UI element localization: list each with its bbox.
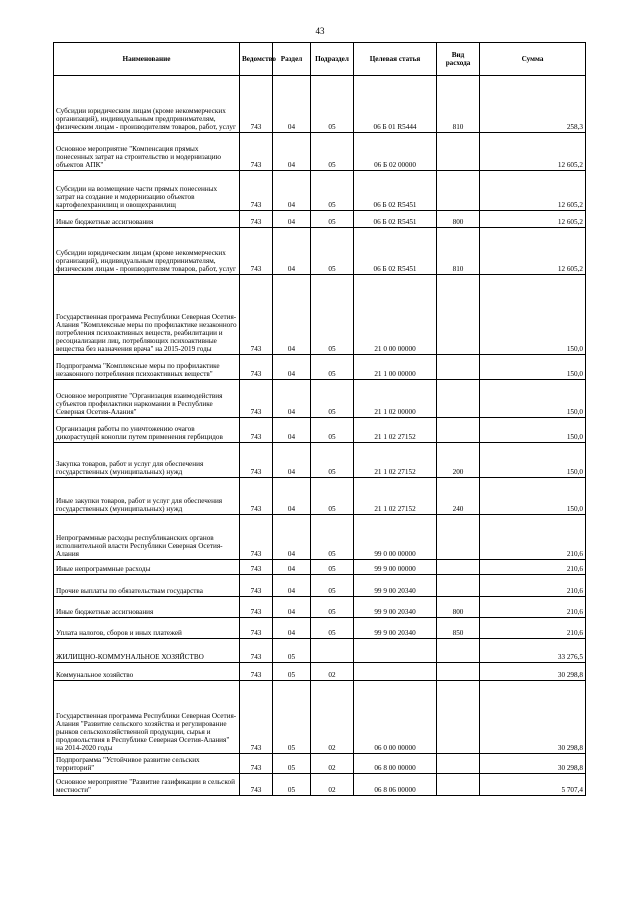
cell-dept: 743	[240, 443, 273, 478]
cell-name: Государственная программа Республики Северная Осетия-Алания "Развитие сельского хозяйства и регулирование рынков сельскохозяйственной продукции, сырья и продовольствия в Республике Северная Осетия-Алания" на 2014-2020 годы	[54, 681, 240, 754]
cell-subsection: 05	[311, 355, 354, 380]
cell-dept: 743	[240, 275, 273, 355]
cell-sum: 258,3	[480, 76, 586, 133]
cell-dept: 743	[240, 681, 273, 754]
cell-section: 04	[273, 76, 311, 133]
cell-exp-type: 810	[437, 76, 480, 133]
cell-name: Основное мероприятие "Компенсация прямых понесенных затрат на строительство и модернизацию объектов АПК"	[54, 133, 240, 171]
cell-exp-type: 810	[437, 228, 480, 275]
cell-dept: 743	[240, 380, 273, 418]
header-name: Наименование	[54, 43, 240, 76]
cell-sum: 150,0	[480, 418, 586, 443]
cell-section: 04	[273, 560, 311, 575]
cell-subsection: 05	[311, 575, 354, 597]
cell-subsection: 05	[311, 560, 354, 575]
cell-exp-type: 200	[437, 443, 480, 478]
cell-sum: 210,6	[480, 618, 586, 639]
cell-target: 99 9 00 20340	[354, 575, 437, 597]
cell-dept: 743	[240, 754, 273, 774]
table-row	[54, 478, 586, 515]
cell-sum: 150,0	[480, 355, 586, 380]
cell-target: 21 0 00 00000	[354, 275, 437, 355]
cell-dept: 743	[240, 171, 273, 211]
cell-section: 04	[273, 380, 311, 418]
cell-exp-type	[437, 380, 480, 418]
cell-name: Иные бюджетные ассигнования	[54, 211, 240, 228]
table-row	[54, 560, 586, 575]
cell-exp-type: 800	[437, 597, 480, 618]
cell-subsection: 05	[311, 418, 354, 443]
cell-target: 99 0 00 00000	[354, 515, 437, 560]
cell-subsection: 05	[311, 443, 354, 478]
cell-target: 06 Б 02 R5451	[354, 211, 437, 228]
table-row	[54, 133, 586, 171]
cell-name: Подпрограмма "Комплексные меры по профилактике незаконного потребления психоактивных веществ"	[54, 355, 240, 380]
cell-subsection: 02	[311, 663, 354, 681]
cell-exp-type	[437, 575, 480, 597]
table-row	[54, 618, 586, 639]
cell-sum: 12 605,2	[480, 133, 586, 171]
cell-subsection: 05	[311, 76, 354, 133]
cell-exp-type	[437, 355, 480, 380]
cell-section: 05	[273, 639, 311, 663]
header-section: Раздел	[273, 43, 311, 76]
cell-subsection: 05	[311, 228, 354, 275]
cell-target: 06 Б 02 R5451	[354, 171, 437, 211]
cell-name: ЖИЛИЩНО-КОММУНАЛЬНОЕ ХОЗЯЙСТВО	[54, 639, 240, 663]
cell-section: 04	[273, 171, 311, 211]
cell-target	[354, 639, 437, 663]
cell-name: Подпрограмма "Устойчивое развитие сельских территорий"	[54, 754, 240, 774]
cell-section: 04	[273, 597, 311, 618]
cell-section: 04	[273, 618, 311, 639]
cell-target: 99 9 00 20340	[354, 597, 437, 618]
cell-exp-type	[437, 515, 480, 560]
cell-dept: 743	[240, 560, 273, 575]
cell-target: 21 1 02 27152	[354, 478, 437, 515]
table-row	[54, 76, 586, 133]
cell-exp-type	[437, 663, 480, 681]
table-header-row	[54, 43, 586, 76]
cell-exp-type	[437, 681, 480, 754]
cell-exp-type: 240	[437, 478, 480, 515]
cell-dept: 743	[240, 575, 273, 597]
cell-exp-type	[437, 171, 480, 211]
table-row	[54, 211, 586, 228]
cell-dept: 743	[240, 355, 273, 380]
cell-sum: 30 298,8	[480, 681, 586, 754]
cell-name: Иные непрограммные расходы	[54, 560, 240, 575]
budget-table	[53, 42, 586, 796]
cell-exp-type	[437, 418, 480, 443]
cell-section: 05	[273, 663, 311, 681]
cell-section: 04	[273, 418, 311, 443]
cell-section: 04	[273, 443, 311, 478]
cell-dept: 743	[240, 663, 273, 681]
cell-section: 05	[273, 774, 311, 796]
table-row	[54, 355, 586, 380]
cell-sum: 33 276,5	[480, 639, 586, 663]
cell-target: 06 Б 02 00000	[354, 133, 437, 171]
cell-target: 06 8 06 00000	[354, 774, 437, 796]
cell-sum: 12 605,2	[480, 228, 586, 275]
cell-section: 04	[273, 478, 311, 515]
cell-exp-type	[437, 133, 480, 171]
cell-exp-type: 850	[437, 618, 480, 639]
cell-target: 21 1 02 00000	[354, 380, 437, 418]
cell-sum: 150,0	[480, 478, 586, 515]
cell-sum: 12 605,2	[480, 171, 586, 211]
cell-name: Уплата налогов, сборов и иных платежей	[54, 618, 240, 639]
cell-sum: 150,0	[480, 380, 586, 418]
table-row	[54, 754, 586, 774]
table-row	[54, 515, 586, 560]
cell-name: Субсидии юридическим лицам (кроме некоммерческих организаций), индивидуальным предпринимателям, физическим лицам - производителям товаров, работ, услуг	[54, 228, 240, 275]
cell-name: Субсидии юридическим лицам (кроме некоммерческих организаций), индивидуальным предпринимателям, физическим лицам - производителям товаров, работ, услуг	[54, 76, 240, 133]
cell-subsection: 05	[311, 275, 354, 355]
cell-dept: 743	[240, 133, 273, 171]
cell-target	[354, 663, 437, 681]
table-row	[54, 597, 586, 618]
header-exp-type: Вид расхода	[437, 43, 480, 76]
cell-section: 04	[273, 133, 311, 171]
cell-subsection: 02	[311, 774, 354, 796]
cell-section: 04	[273, 515, 311, 560]
cell-dept: 743	[240, 76, 273, 133]
cell-subsection: 05	[311, 597, 354, 618]
cell-sum: 210,6	[480, 575, 586, 597]
cell-section: 04	[273, 211, 311, 228]
cell-sum: 210,6	[480, 597, 586, 618]
cell-section: 05	[273, 754, 311, 774]
cell-name: Организация работы по уничтожению очагов дикорастущей конопли путем применения гербицидов	[54, 418, 240, 443]
cell-subsection: 05	[311, 380, 354, 418]
cell-exp-type	[437, 639, 480, 663]
table-row	[54, 639, 586, 663]
cell-exp-type	[437, 754, 480, 774]
table-row	[54, 380, 586, 418]
cell-name: Субсидии на возмещение части прямых понесенных затрат на создание и модернизацию объектов картофелехранилищ и овощехранилищ	[54, 171, 240, 211]
header-dept: Ведомство	[240, 43, 273, 76]
cell-sum: 12 605,2	[480, 211, 586, 228]
cell-target: 06 Б 01 R5444	[354, 76, 437, 133]
cell-section: 04	[273, 575, 311, 597]
cell-subsection: 02	[311, 681, 354, 754]
cell-dept: 743	[240, 774, 273, 796]
cell-section: 04	[273, 355, 311, 380]
cell-target: 06 0 00 00000	[354, 681, 437, 754]
header-sum: Сумма	[480, 43, 586, 76]
cell-sum: 30 298,8	[480, 663, 586, 681]
cell-name: Закупка товаров, работ и услуг для обеспечения государственных (муниципальных) нужд	[54, 443, 240, 478]
cell-section: 05	[273, 681, 311, 754]
cell-exp-type: 800	[437, 211, 480, 228]
cell-name: Государственная программа Республики Северная Осетия-Алания "Комплексные меры по профилактике незаконного потребления психоактивных веществ, реабилитации и ресоциализации лиц, потребляющих психоактивные вещества без назначения врача" на 2015-2019 годы	[54, 275, 240, 355]
cell-name: Основное мероприятие "Организация взаимодействия субъектов профилактики наркомании в Республике Северная Осетия-Алания"	[54, 380, 240, 418]
cell-dept: 743	[240, 228, 273, 275]
cell-subsection: 02	[311, 754, 354, 774]
cell-name: Иные закупки товаров, работ и услуг для обеспечения государственных (муниципальных) нужд	[54, 478, 240, 515]
cell-subsection: 05	[311, 171, 354, 211]
cell-sum: 210,6	[480, 515, 586, 560]
cell-exp-type	[437, 275, 480, 355]
cell-name: Коммунальное хозяйство	[54, 663, 240, 681]
table-row	[54, 774, 586, 796]
cell-section: 04	[273, 228, 311, 275]
header-target: Целевая статья	[354, 43, 437, 76]
cell-target: 99 9 00 20340	[354, 618, 437, 639]
cell-subsection: 05	[311, 515, 354, 560]
cell-dept: 743	[240, 618, 273, 639]
cell-target: 21 1 02 27152	[354, 418, 437, 443]
cell-target: 06 Б 02 R5451	[354, 228, 437, 275]
cell-target: 06 8 00 00000	[354, 754, 437, 774]
cell-sum: 5 707,4	[480, 774, 586, 796]
cell-name: Непрограммные расходы республиканских органов исполнительной власти Республики Северная Осетия-Алания	[54, 515, 240, 560]
table-row	[54, 171, 586, 211]
page-number: 43	[315, 26, 325, 36]
cell-dept: 743	[240, 639, 273, 663]
cell-sum: 210,6	[480, 560, 586, 575]
cell-sum: 150,0	[480, 443, 586, 478]
cell-target: 21 1 00 00000	[354, 355, 437, 380]
table-row	[54, 681, 586, 754]
cell-subsection: 05	[311, 618, 354, 639]
cell-section: 04	[273, 275, 311, 355]
cell-dept: 743	[240, 211, 273, 228]
cell-subsection: 05	[311, 211, 354, 228]
header-subsection: Подраздел	[311, 43, 354, 76]
cell-sum: 30 298,8	[480, 754, 586, 774]
cell-dept: 743	[240, 515, 273, 560]
cell-dept: 743	[240, 597, 273, 618]
cell-dept: 743	[240, 418, 273, 443]
cell-name: Прочие выплаты по обязательствам государства	[54, 575, 240, 597]
cell-exp-type	[437, 774, 480, 796]
cell-sum: 150,0	[480, 275, 586, 355]
cell-subsection	[311, 639, 354, 663]
cell-subsection: 05	[311, 133, 354, 171]
table-row	[54, 275, 586, 355]
cell-subsection: 05	[311, 478, 354, 515]
table-row	[54, 663, 586, 681]
table-row	[54, 418, 586, 443]
table-row	[54, 575, 586, 597]
cell-target: 99 9 00 00000	[354, 560, 437, 575]
cell-name: Иные бюджетные ассигнования	[54, 597, 240, 618]
cell-name: Основное мероприятие "Развитие газификации в сельской местности"	[54, 774, 240, 796]
cell-dept: 743	[240, 478, 273, 515]
cell-target: 21 1 02 27152	[354, 443, 437, 478]
table-row	[54, 443, 586, 478]
cell-exp-type	[437, 560, 480, 575]
table-row	[54, 228, 586, 275]
